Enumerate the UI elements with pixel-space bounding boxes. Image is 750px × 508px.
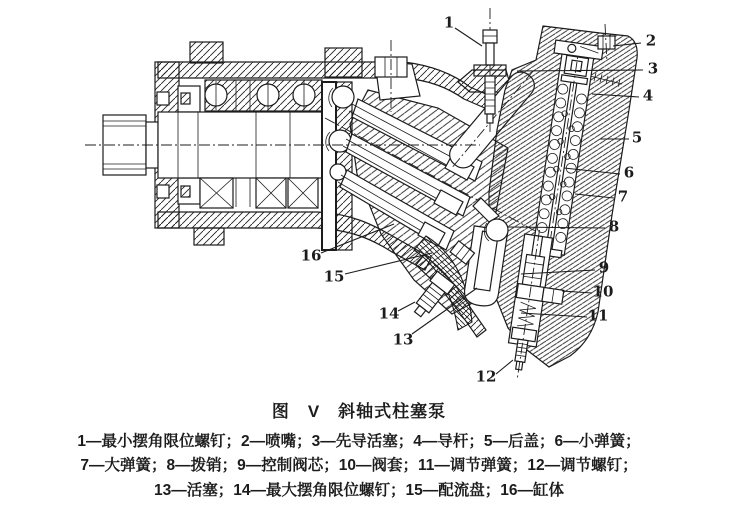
figure-title: 图 V 斜轴式柱塞泵 xyxy=(271,402,447,421)
callout-11: 11 xyxy=(587,306,609,325)
callout-5: 5 xyxy=(631,128,643,147)
callout-10: 10 xyxy=(592,282,614,301)
figure-caption xyxy=(0,397,718,503)
callout-9: 9 xyxy=(598,258,610,277)
callout-4: 4 xyxy=(642,86,654,105)
legend-line-1: 1—最小摆角限位螺钉；2—喷嘴；3—先导活塞；4—导杆；5—后盖；6—小弹簧； xyxy=(77,433,641,450)
callout-12: 12 xyxy=(475,367,497,386)
callout-14: 14 xyxy=(378,304,400,323)
callout-7: 7 xyxy=(617,187,629,206)
legend-line-3: 13—活塞；14—最大摆角限位螺钉；15—配流盘；16—缸体 xyxy=(154,481,564,499)
roller-bearing-boxes xyxy=(200,178,318,208)
callout-1: 1 xyxy=(443,13,455,32)
callout-6: 6 xyxy=(623,163,635,182)
callout-16: 16 xyxy=(300,246,322,265)
callout-15: 15 xyxy=(323,267,345,286)
callout-13: 13 xyxy=(392,330,414,349)
callout-8: 8 xyxy=(608,217,620,236)
callout-2: 2 xyxy=(645,31,657,50)
callout-3: 3 xyxy=(647,59,659,78)
legend-line-2: 7—大弹簧；8—拨销；9—控制阀芯；10—阀套；11—调节弹簧；12—调节螺钉； xyxy=(80,457,638,475)
